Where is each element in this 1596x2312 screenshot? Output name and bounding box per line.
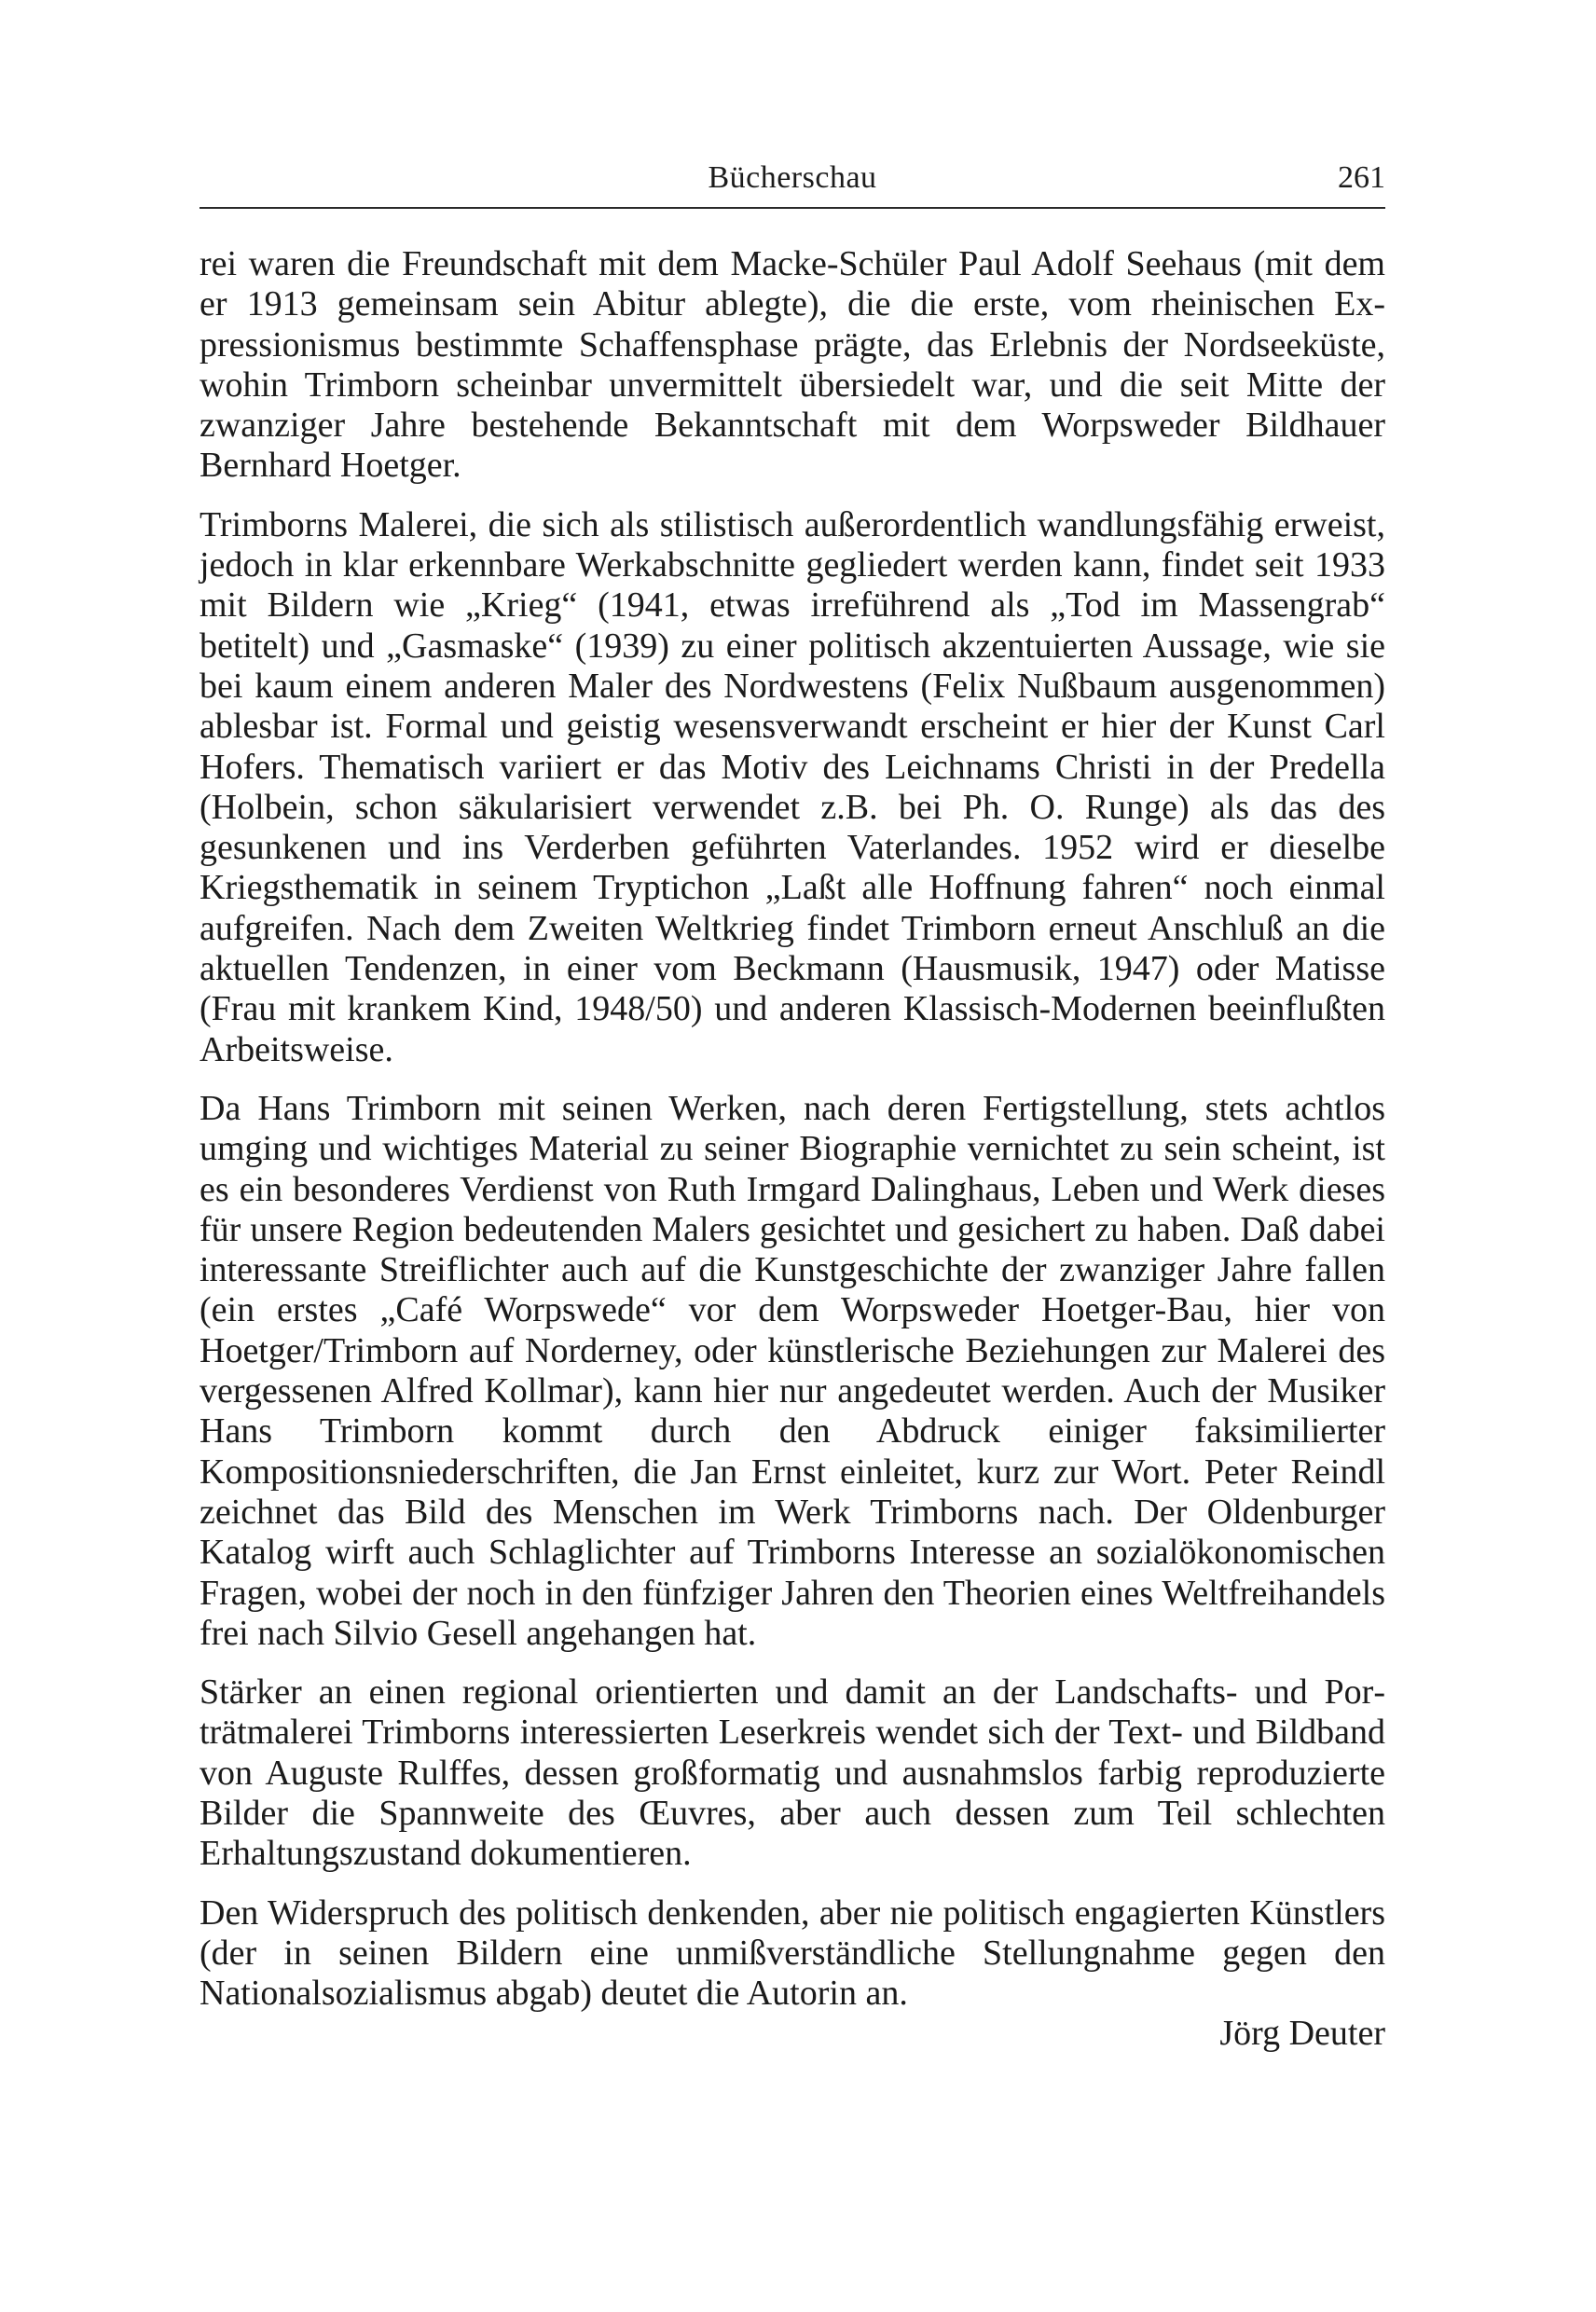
paragraph-4: Stärker an einen regional orientierten und damit an der Landschafts- und Porträtmalerei Trimborns interessierten Leserkreis wendet sich der Text- und Bildband von Auguste Rulffes, dessen großformatig und ausnahmslos farbig reproduzierte Bilder die Spannweite des Œuvres, aber auch dessen zum Teil schlechten Erhaltungszustand dokumentieren. (200, 1672, 1385, 1874)
page-number: 261 (1338, 160, 1385, 195)
body-text (200, 244, 1385, 2054)
paragraph-1: rei waren die Freundschaft mit dem Macke-Schüler Paul Adolf Seehaus (mit dem er 1913 gemeinsam sein Abitur ablegte), die die erste, vom rheinischen Expressionismus bestimmte Schaffensphase prägte, das Erlebnis der Nordseeküste, wohin Trimborn scheinbar unvermittelt übersiedelt war, und die seit Mitte der zwanziger Jahre bestehende Bekanntschaft mit dem Worpsweder Bildhauer Bernhard Hoetger. (200, 244, 1385, 486)
paragraph-5: Den Widerspruch des politisch denkenden, aber nie politisch engagierten Künstlers (der in seinen Bildern eine unmißverständliche Stellungnahme gegen den Nationalsozialismus abgab) deutet die Autorin an. (200, 1892, 1385, 2014)
author-signature: Jörg Deuter (1219, 2014, 1385, 2054)
paragraph-3: Da Hans Trimborn mit seinen Werken, nach deren Fertigstellung, stets achtlos umging und wichtiges Material zu seiner Biographie vernichtet zu sein scheint, ist es ein besonderes Verdienst von Ruth Irmgard Dalinghaus, Leben und Werk dieses für unsere Region bedeutenden Malers gesichtet und gesichert zu haben. Daß dabei interessante Streiflichter auch auf die Kunstgeschichte der zwanziger Jahre fallen (ein erstes „Café Worpswede“ vor dem Worpsweder Hoetger-Bau, hier von Hoetger/Trimborn auf Norderney, oder künstlerische Beziehungen zur Malerei des vergessenen Alfred Kollmar), kann hier nur angedeutet werden. Auch der Musiker Hans Trimborn kommt durch den Abdruck einiger faksimilierter Kompositionsniederschriften, die Jan Ernst einleitet, kurz zur Wort. Peter Reindl zeichnet das Bild des Menschen im Werk Trimborns nach. Der Oldenburger Katalog wirft auch Schlaglichter auf Trimborns Interesse an sozialökonomischen Fragen, wobei der noch in den fünfziger Jahren den Theorien eines Weltfreihandels frei nach Silvio Gesell angehangen hat. (200, 1088, 1385, 1653)
paragraph-2: Trimborns Malerei, die sich als stilistisch außerordentlich wandlungsfähig erweist, jedoch in klar erkennbare Werkabschnitte gegliedert werden kann, findet seit 1933 mit Bildern wie „Krieg“ (1941, etwas irreführend als „Tod im Massengrab“ betitelt) und „Gasmaske“ (1939) zu einer politisch akzentuierten Aussage, wie sie bei kaum einem anderen Maler des Nordwestens (Felix Nußbaum ausgenommen) ablesbar ist. Formal und geistig wesensverwandt erscheint er hier der Kunst Carl Hofers. Thematisch variiert er das Motiv des Leichnams Christi in der Predella (Holbein, schon säkularisiert verwendet z.B. bei Ph. O. Runge) als das des gesunkenen und ins Verderben geführten Vaterlandes. 1952 wird er dieselbe Kriegsthematik in seinem Tryptichon „Laßt alle Hoffnung fahren“ noch einmal aufgreifen. Nach dem Zweiten Weltkrieg findet Trimborn erneut Anschluß an die aktuellen Tendenzen, in einer vom Beckmann (Hausmusik, 1947) oder Matisse (Frau mit krankem Kind, 1948/50) und anderen Klassisch-Modernen beeinflußten Arbeitsweise. (200, 504, 1385, 1069)
running-head: Bücherschau (708, 160, 877, 195)
page-header (200, 149, 1385, 209)
